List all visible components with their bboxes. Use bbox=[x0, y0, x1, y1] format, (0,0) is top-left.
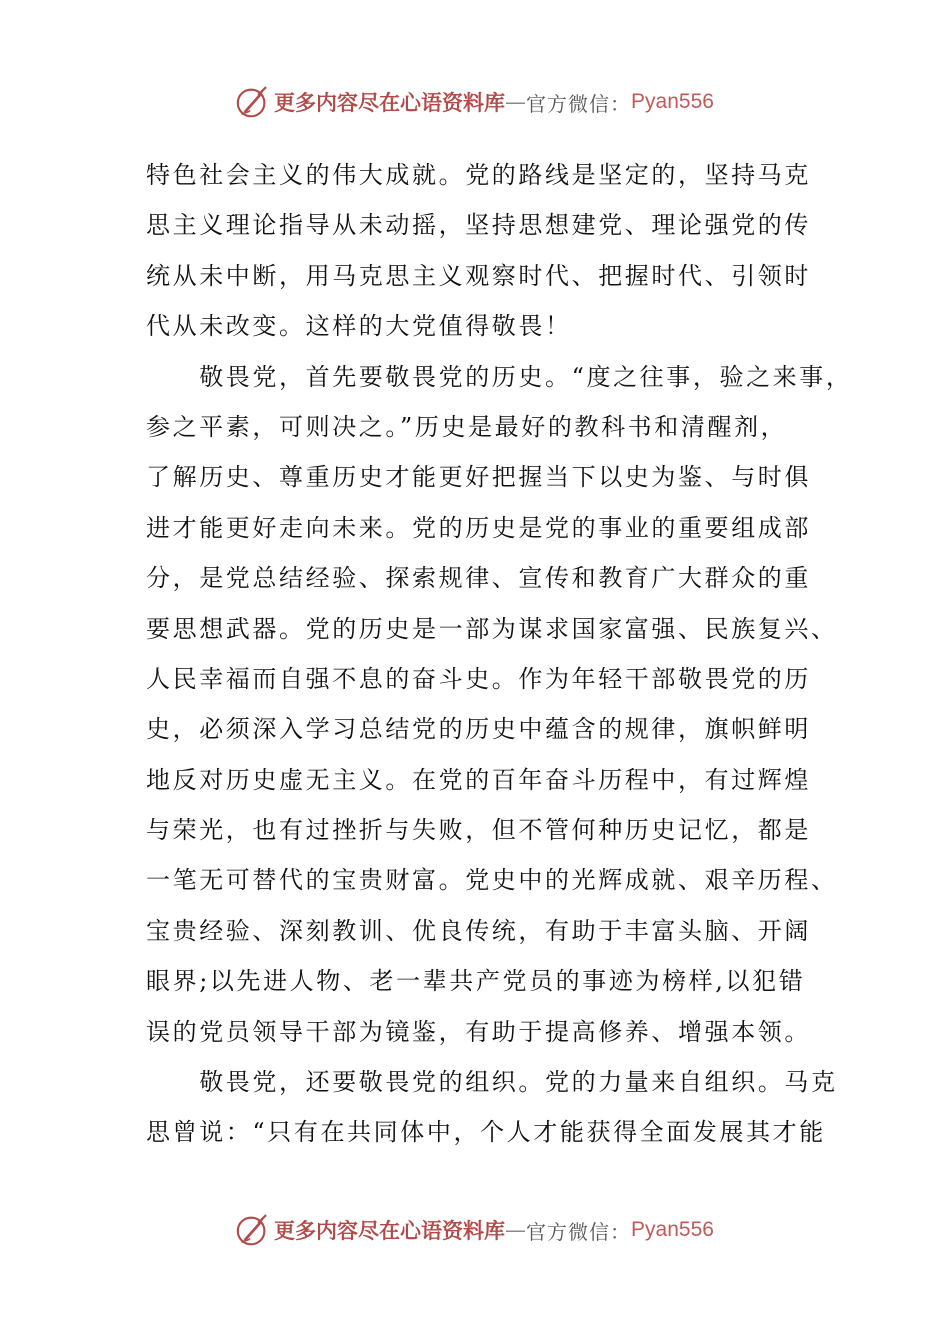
text-line: 与荣光，也有过挫折与失败，但不管何种历史记忆，都是 bbox=[146, 816, 811, 845]
text-line: 特色社会主义的伟大成就。党的路线是坚定的，坚持马克 bbox=[146, 161, 811, 189]
banner-separator: — bbox=[505, 90, 527, 114]
text-line: 一笔无可替代的宝贵财富。党史中的光辉成就、艰辛历程、 bbox=[146, 866, 838, 895]
text-line: 了解历史、尊重历史才能更好把握当下以史为鉴、与时俱 bbox=[146, 463, 811, 492]
banner-title: 更多内容尽在心语资料库 bbox=[274, 1218, 506, 1243]
text-line: 代从未改变。这样的大党值得敬畏！ bbox=[146, 312, 572, 341]
banner-separator: — bbox=[505, 1218, 527, 1242]
banner-wechat-label: 官方微信： bbox=[526, 91, 632, 116]
text-line: 敬畏党，还要敬畏党的组织。党的力量来自组织。马克 bbox=[146, 1068, 838, 1097]
text-line: 要思想武器。党的历史是一部为谋求国家富强、民族复兴、 bbox=[146, 614, 838, 643]
header-banner bbox=[0, 82, 950, 122]
text-line: 敬畏党，首先要敬畏党的历史。“度之往事，验之来事， bbox=[146, 362, 853, 391]
banner-title: 更多内容尽在心语资料库 bbox=[274, 90, 506, 115]
banner-wechat-label: 官方微信： bbox=[526, 1219, 632, 1244]
text-line: 误的党员领导干部为镜鉴，有助于提高修养、增强本领。 bbox=[146, 1017, 811, 1046]
pen-nib-circle-icon bbox=[234, 1211, 272, 1249]
text-line: 宝贵经验、深刻教训、优良传统，有助于丰富头脑、开阔 bbox=[146, 916, 811, 945]
text-line: 分，是党总结经验、探索规律、宣传和教育广大群众的重 bbox=[146, 564, 811, 593]
text-line: 思曾说：“只有在共同体中，个人才能获得全面发展其才能 bbox=[146, 1118, 826, 1147]
banner-wechat-id: Pyan556 bbox=[631, 90, 714, 113]
text-line: 人民幸福而自强不息的奋斗史。作为年轻干部敬畏党的历 bbox=[146, 664, 811, 693]
banner-wechat-id: Pyan556 bbox=[631, 1218, 714, 1241]
text-line: 史，必须深入学习总结党的历史中蕴含的规律，旗帜鲜明 bbox=[146, 715, 811, 744]
text-line: 进才能更好走向未来。党的历史是党的事业的重要组成部 bbox=[146, 513, 811, 542]
pen-nib-circle-icon bbox=[234, 83, 272, 121]
footer-banner bbox=[0, 1210, 950, 1250]
text-line: 统从未中断，用马克思主义观察时代、把握时代、引领时 bbox=[146, 261, 811, 290]
document-body bbox=[146, 150, 853, 1158]
text-line: 思主义理论指导从未动摇，坚持思想建党、理论强党的传 bbox=[146, 211, 811, 240]
text-line: 地反对历史虚无主义。在党的百年奋斗历程中，有过辉煌 bbox=[146, 765, 811, 794]
text-line: 眼界;以先进人物、老一辈共产党员的事迹为榜样,以犯错 bbox=[146, 967, 806, 996]
text-line: 参之平素，可则决之。”历史是最好的教科书和清醒剂， bbox=[146, 412, 788, 441]
